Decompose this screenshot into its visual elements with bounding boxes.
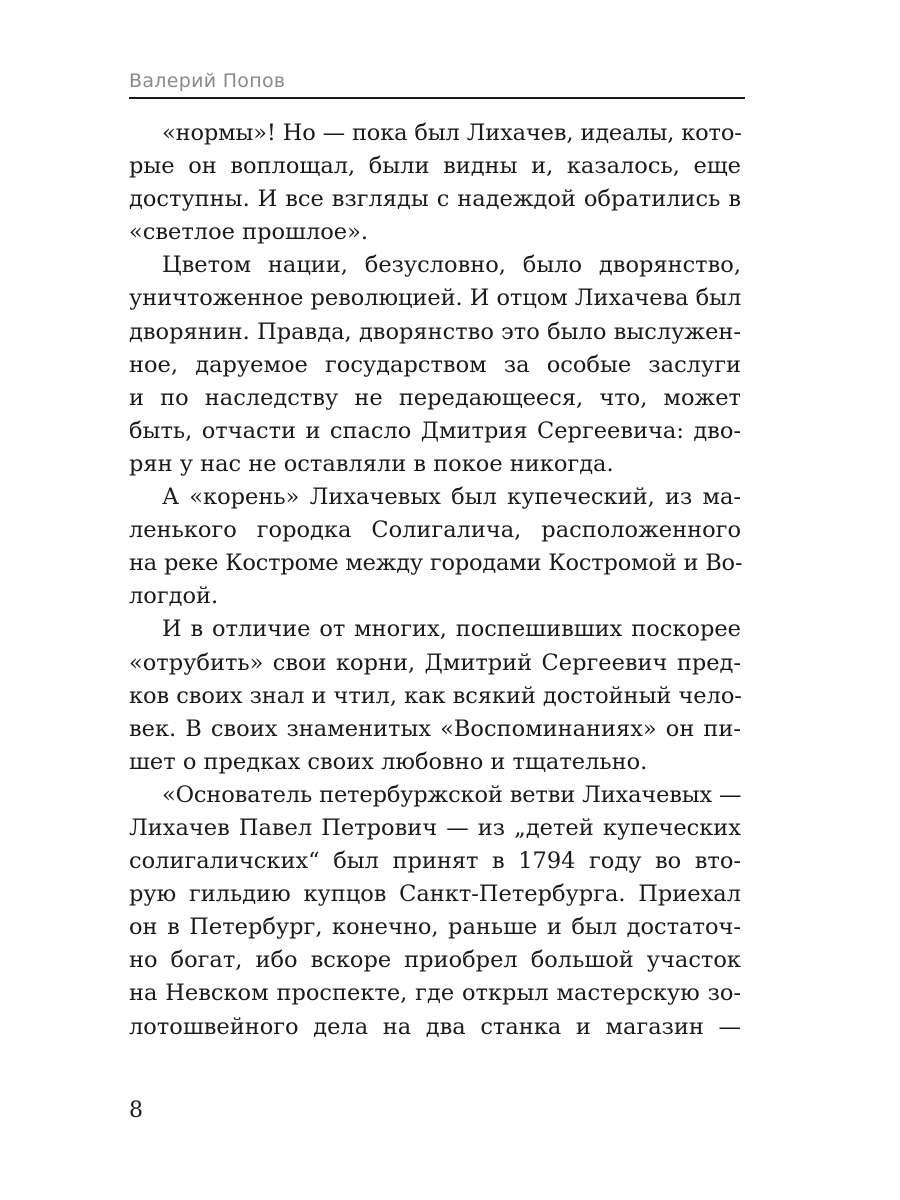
text-line: солигаличских“ был принят в 1794 году во вто-	[129, 848, 741, 875]
body-text	[129, 117, 741, 1044]
text-line: на реке Костроме между городами Костромой и Во-	[129, 550, 743, 577]
page-number: 8	[129, 1098, 143, 1123]
text-line: доступны. И все взгляды с надеждой обратились в	[129, 186, 741, 213]
text-line: рые он воплощал, были видны и, казалось, еще	[129, 153, 741, 180]
text-line: ное, даруемое государством за особые заслуги	[129, 351, 741, 378]
paragraph	[129, 779, 741, 1044]
text-line: Цветом нации, безусловно, было дворянство,	[162, 252, 741, 279]
header-rule	[129, 97, 745, 99]
paragraph	[129, 613, 741, 778]
text-line: рую гильдию купцов Санкт-Петербурга. Приехал	[129, 881, 741, 908]
text-line: он в Петербург, конечно, раньше и был достаточ-	[129, 914, 741, 941]
text-line: век. В своих знаменитых «Воспоминаниях» он пи-	[129, 715, 741, 742]
text-line: «отрубить» свои корни, Дмитрий Сергеевич пред-	[129, 649, 741, 676]
text-line: «светлое прошлое».	[129, 219, 369, 246]
text-line: лотошвейного дела на два станка и магазин —	[129, 1013, 741, 1040]
text-line: логдой.	[129, 583, 219, 610]
text-line: ков своих знал и чтил, как всякий достойный чело-	[129, 682, 742, 709]
text-line: быть, отчасти и спасло Дмитрия Сергеевича: дво-	[129, 417, 741, 444]
running-head-author: Валерий Попов	[129, 70, 286, 92]
text-line: ленького городка Солигалича, расположенного	[129, 517, 741, 544]
text-line: дворянин. Правда, дворянство это было выслужен-	[129, 318, 741, 345]
text-line: Лихачев Павел Петрович — из „детей купеческих	[129, 814, 741, 841]
paragraph	[129, 481, 741, 613]
text-line: И в отличие от многих, поспешивших поскорее	[162, 616, 741, 643]
paragraph	[129, 249, 741, 481]
text-line: «нормы»! Но — пока был Лихачев, идеалы, кото-	[162, 120, 742, 146]
text-line: рян у нас не оставляли в покое никогда.	[129, 450, 614, 477]
text-line: уничтоженное революцией. И отцом Лихачева был	[129, 285, 742, 312]
text-line: но богат, ибо вскоре приобрел большой участок	[129, 947, 741, 974]
text-line: на Невском проспекте, где открыл мастерскую зо-	[129, 980, 741, 1007]
text-line: «Основатель петербуржской ветви Лихачевых —	[162, 781, 742, 808]
paragraph	[129, 117, 741, 249]
text-line: А «корень» Лихачевых был купеческий, из ма-	[162, 484, 741, 511]
text-line: и по наследству не передающееся, что, может	[129, 384, 741, 411]
text-line: шет о предках своих любовно и тщательно.	[129, 748, 648, 775]
